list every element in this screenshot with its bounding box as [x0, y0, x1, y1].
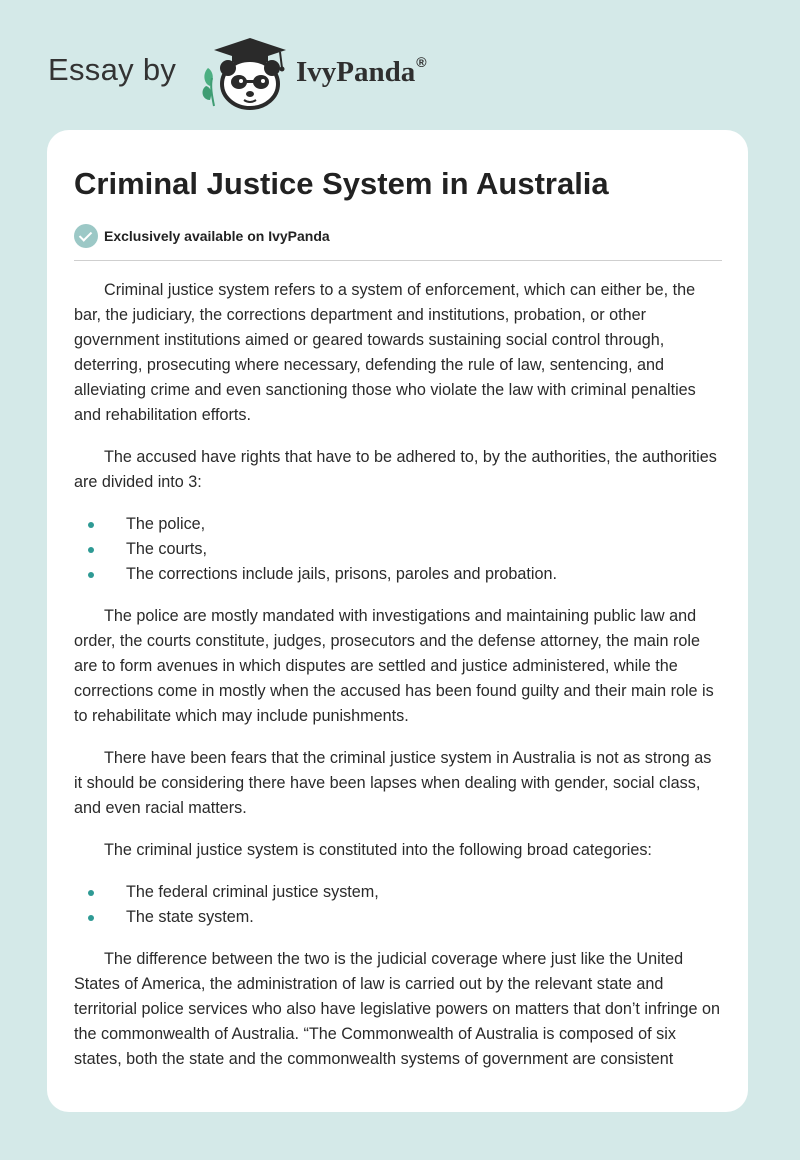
registered-mark: ®: [416, 54, 427, 70]
list-item: The federal criminal justice system,: [74, 880, 722, 905]
paragraph-1: Criminal justice system refers to a system of enforcement, which can either be, the bar, the judiciary, the corrections department and institutions, probation, or other government institutions aimed or geared towards sustaining social control through, deterring, prosecuting where necessary, defending the rule of law, sentencing, and alleviating crime and even sanctioning those who violate the law with criminal penalties and rehabilitation efforts.: [74, 281, 696, 424]
paragraph-6: The difference between the two is the judicial coverage where just like the United States of America, the administration of law is carried out by the relevant state and territorial police services who also have legislative powers on matters that don’t infringe on the commonwealth of Australia. “The Commonwealth of Australia is composed of six states, both the state and the commonwealth systems of government are consistent: [74, 950, 721, 1068]
paragraph-3: The police are mostly mandated with investigations and maintaining public law and order, the courts constitute, judges, prosecutors and the defense attorney, the main role are to form avenues in which disputes are settled and justice administered, while the corrections come in mostly when the accused has been found guilty and their main role is to rehabilitate which may include punishments.: [74, 607, 714, 725]
paragraph-2: The accused have rights that have to be adhered to, by the authorities, the authorities are divided into 3:: [74, 448, 717, 491]
ivypanda-brand-name[interactable]: [296, 56, 427, 89]
list-item: The courts,: [74, 537, 722, 562]
panda-graduate-icon[interactable]: [200, 34, 292, 110]
essay-title: Criminal Justice System in Australia: [74, 166, 609, 201]
list-item: The corrections include jails, prisons, paroles and probation.: [74, 562, 722, 587]
check-circle-icon: [74, 224, 98, 248]
paragraph-5: The criminal justice system is constituted into the following broad categories:: [104, 841, 652, 859]
brand-name-text: IvyPanda: [296, 56, 416, 88]
exclusive-badge-text: Exclusively available on IvyPanda: [104, 228, 330, 244]
exclusive-badge: [74, 222, 722, 250]
site-header: [48, 32, 468, 112]
categories-list: [74, 880, 722, 930]
paragraph-4: There have been fears that the criminal justice system in Australia is not as strong as it should be considering there have been lapses when dealing with gender, social class, and even racial matters.: [74, 749, 712, 817]
essay-body: [74, 261, 722, 1072]
list-item: The police,: [74, 512, 722, 537]
authorities-list: [74, 512, 722, 587]
essay-card: [47, 130, 748, 1112]
list-item: The state system.: [74, 905, 722, 930]
essay-by-label: Essay by: [48, 52, 177, 87]
